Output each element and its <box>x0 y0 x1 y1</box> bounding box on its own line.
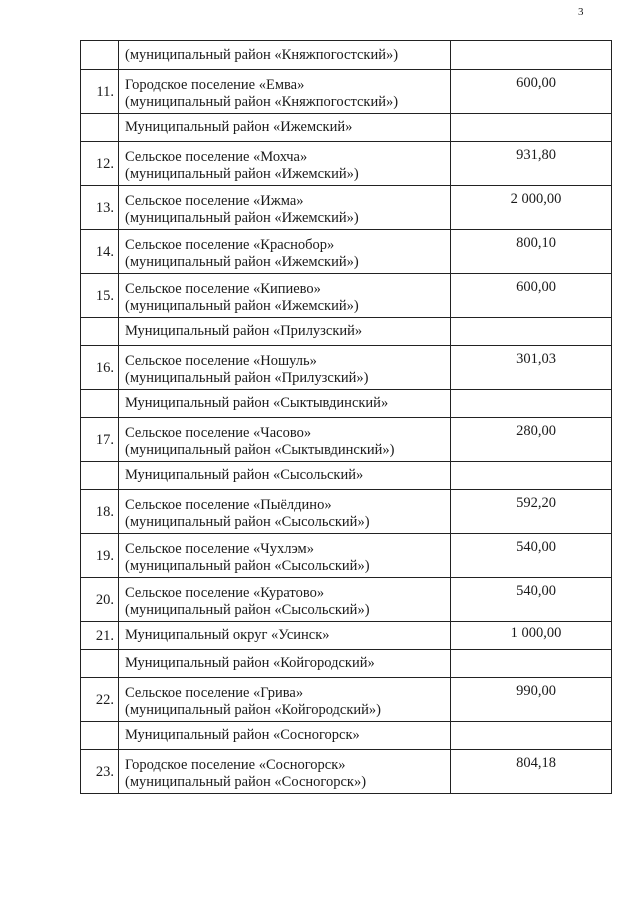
row-number-cell <box>81 722 119 750</box>
row-amount-cell <box>451 274 612 318</box>
row-amount-cell <box>451 490 612 534</box>
row-name-line2: (муниципальный район «Сысольский») <box>125 558 370 574</box>
row-amount-cell <box>451 70 612 114</box>
row-name-cell <box>119 70 451 114</box>
row-name-line1: Сельское поселение «Пыёлдино» <box>125 497 332 513</box>
table-row <box>81 186 612 230</box>
row-name-line1: Городское поселение «Сосногорск» <box>125 757 346 773</box>
row-number-cell <box>81 678 119 722</box>
row-name-line2: (муниципальный район «Ижемский») <box>125 254 359 270</box>
row-name-cell <box>119 678 451 722</box>
row-number-cell <box>81 70 119 114</box>
row-amount: 804,18 <box>516 755 556 771</box>
row-amount-cell <box>451 390 612 418</box>
table-row <box>81 142 612 186</box>
table-row <box>81 462 612 490</box>
row-number: 18. <box>95 504 114 520</box>
row-amount: 2 000,00 <box>510 191 562 207</box>
row-name-cell <box>119 390 451 418</box>
row-amount-cell <box>451 346 612 390</box>
table-row <box>81 650 612 678</box>
row-name-line2: (муниципальный район «Сосногорск») <box>125 774 367 790</box>
table-row <box>81 678 612 722</box>
table-row <box>81 722 612 750</box>
row-name-cell <box>119 230 451 274</box>
row-amount-cell <box>451 142 612 186</box>
row-amount-cell <box>451 622 612 650</box>
page-number: 3 <box>578 6 584 18</box>
row-amount: 540,00 <box>516 583 556 599</box>
row-amount: 931,80 <box>516 147 556 163</box>
row-amount-cell <box>451 114 612 142</box>
row-amount: 600,00 <box>516 279 556 295</box>
row-name-cell <box>119 274 451 318</box>
row-name-cell <box>119 318 451 346</box>
row-name-cell <box>119 142 451 186</box>
row-amount-cell <box>451 418 612 462</box>
row-number: 19. <box>95 548 114 564</box>
table-row <box>81 41 612 70</box>
row-number-cell <box>81 230 119 274</box>
row-amount: 990,00 <box>516 683 556 699</box>
row-number: 21. <box>95 628 114 644</box>
row-name-cell <box>119 722 451 750</box>
row-amount-cell <box>451 41 612 70</box>
row-name-line1: Сельское поселение «Ижма» <box>125 193 304 209</box>
row-name-cell <box>119 534 451 578</box>
row-number-cell <box>81 750 119 794</box>
row-name-cell <box>119 462 451 490</box>
district-header: Муниципальный район «Сосногорск» <box>125 727 360 743</box>
table-row <box>81 390 612 418</box>
row-name-cell <box>119 578 451 622</box>
district-header: Муниципальный район «Ижемский» <box>125 119 353 135</box>
row-name-line1: Сельское поселение «Краснобор» <box>125 237 335 253</box>
table-row <box>81 418 612 462</box>
row-amount-cell <box>451 650 612 678</box>
row-number-cell <box>81 418 119 462</box>
table-row <box>81 274 612 318</box>
row-name-line1: Сельское поселение «Чухлэм» <box>125 541 314 557</box>
row-number-cell <box>81 142 119 186</box>
row-name-cell <box>119 41 451 70</box>
row-name-line1: Сельское поселение «Ношуль» <box>125 353 317 369</box>
row-number-cell <box>81 274 119 318</box>
row-name-line1: Муниципальный округ «Усинск» <box>125 627 330 643</box>
row-name-line1: Сельское поселение «Куратово» <box>125 585 325 601</box>
row-name-cell <box>119 418 451 462</box>
row-amount: 301,03 <box>516 351 556 367</box>
row-name-line2: (муниципальный район «Княжпогостский») <box>125 94 399 110</box>
row-number: 16. <box>95 360 114 376</box>
row-amount-cell <box>451 534 612 578</box>
row-number-cell <box>81 318 119 346</box>
table-row <box>81 622 612 650</box>
row-number-cell <box>81 534 119 578</box>
row-name-line2: (муниципальный район «Прилузский») <box>125 370 369 386</box>
row-number: 13. <box>95 200 114 216</box>
table-row <box>81 114 612 142</box>
row-name-line2: (муниципальный район «Ижемский») <box>125 298 359 314</box>
row-number-cell <box>81 490 119 534</box>
row-amount: 280,00 <box>516 423 556 439</box>
row-amount-cell <box>451 578 612 622</box>
row-name-line2: (муниципальный район «Койгородский») <box>125 702 382 718</box>
row-amount: 1 000,00 <box>510 625 562 641</box>
row-name-line2: (муниципальный район «Княжпогостский») <box>125 47 399 63</box>
table-row <box>81 490 612 534</box>
row-number-cell <box>81 114 119 142</box>
row-number: 17. <box>95 432 114 448</box>
row-amount-cell <box>451 230 612 274</box>
table-row <box>81 230 612 274</box>
row-amount: 540,00 <box>516 539 556 555</box>
row-name-line2: (муниципальный район «Сысольский») <box>125 514 370 530</box>
row-amount: 592,20 <box>516 495 556 511</box>
row-number: 15. <box>95 288 114 304</box>
row-name-line2: (муниципальный район «Ижемский») <box>125 166 359 182</box>
row-number-cell <box>81 462 119 490</box>
row-amount: 600,00 <box>516 75 556 91</box>
row-number-cell <box>81 346 119 390</box>
row-amount-cell <box>451 750 612 794</box>
row-number: 11. <box>96 84 114 100</box>
row-name-cell <box>119 186 451 230</box>
table-row <box>81 534 612 578</box>
row-number: 14. <box>95 244 114 260</box>
row-name-line1: Сельское поселение «Часово» <box>125 425 312 441</box>
row-name-line2: (муниципальный район «Сысольский») <box>125 602 370 618</box>
row-number: 20. <box>95 592 114 608</box>
district-header: Муниципальный район «Сысольский» <box>125 467 364 483</box>
row-number: 23. <box>95 764 114 780</box>
row-name-cell <box>119 346 451 390</box>
row-amount-cell <box>451 318 612 346</box>
row-name-line1: Сельское поселение «Кипиево» <box>125 281 321 297</box>
row-amount-cell <box>451 462 612 490</box>
row-name-cell <box>119 750 451 794</box>
table-row <box>81 578 612 622</box>
table-row <box>81 750 612 794</box>
row-number-cell <box>81 650 119 678</box>
district-header: Муниципальный район «Сыктывдинский» <box>125 395 389 411</box>
row-name-line1: Городское поселение «Емва» <box>125 77 305 93</box>
row-name-cell <box>119 114 451 142</box>
table-row <box>81 70 612 114</box>
row-number: 22. <box>95 692 114 708</box>
table-row <box>81 318 612 346</box>
row-name-line1: Сельское поселение «Грива» <box>125 685 304 701</box>
row-number-cell <box>81 390 119 418</box>
row-number-cell <box>81 186 119 230</box>
row-name-cell <box>119 490 451 534</box>
row-number-cell <box>81 622 119 650</box>
row-number-cell <box>81 578 119 622</box>
district-header: Муниципальный район «Койгородский» <box>125 655 375 671</box>
row-name-line2: (муниципальный район «Ижемский») <box>125 210 359 226</box>
row-number-cell <box>81 41 119 70</box>
row-amount-cell <box>451 678 612 722</box>
row-amount: 800,10 <box>516 235 556 251</box>
row-number: 12. <box>95 156 114 172</box>
row-amount-cell <box>451 722 612 750</box>
row-name-cell <box>119 650 451 678</box>
district-header: Муниципальный район «Прилузский» <box>125 323 363 339</box>
allocation-table <box>80 40 612 794</box>
table-row <box>81 346 612 390</box>
row-amount-cell <box>451 186 612 230</box>
row-name-line2: (муниципальный район «Сыктывдинский») <box>125 442 395 458</box>
row-name-cell <box>119 622 451 650</box>
row-name-line1: Сельское поселение «Мохча» <box>125 149 308 165</box>
